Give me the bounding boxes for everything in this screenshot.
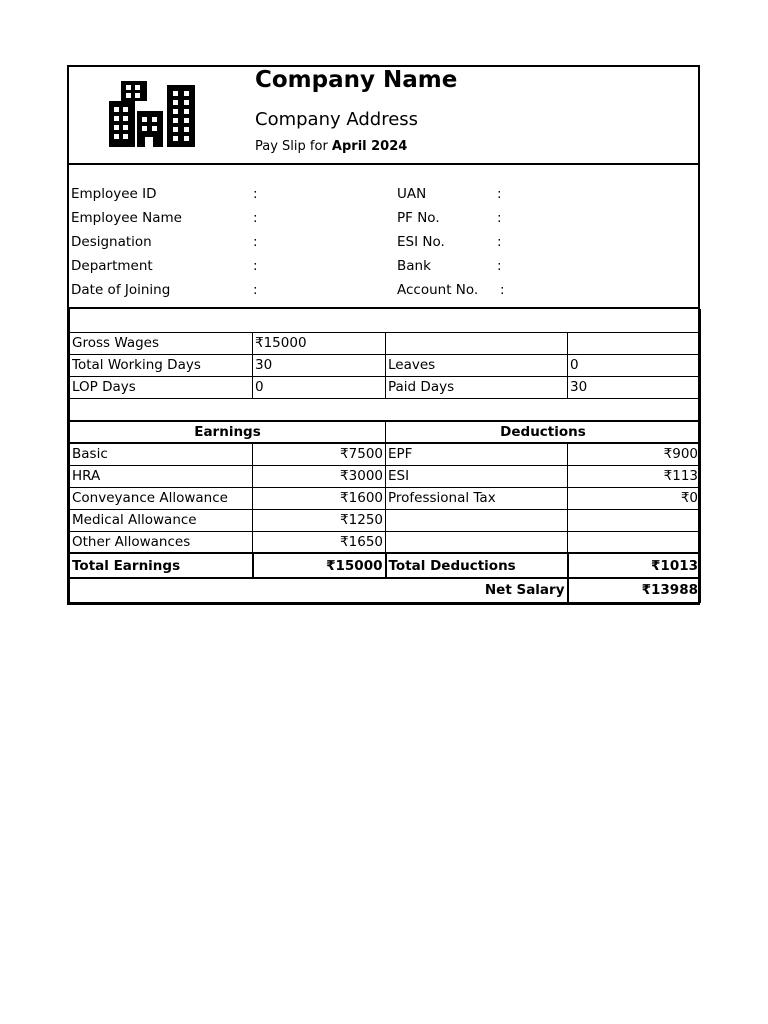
earning-amount: ₹1600: [253, 487, 386, 509]
spacer-cell: [70, 398, 701, 421]
employee-row: [69, 234, 698, 254]
table-row: [70, 332, 701, 354]
total-earnings-label: Total Earnings: [70, 553, 253, 578]
table-header: [70, 421, 701, 443]
salary-table: [69, 309, 701, 603]
separator: :: [253, 234, 258, 250]
table-row: [70, 509, 701, 531]
net-salary-label: Net Salary: [70, 578, 568, 602]
separator: :: [497, 210, 502, 226]
separator: :: [253, 258, 258, 274]
bank-label: Bank: [397, 258, 431, 274]
employee-id-label: Employee ID: [71, 186, 157, 202]
deduction-label: Professional Tax: [386, 487, 568, 509]
spacer-row: [70, 309, 701, 332]
employee-details: [69, 165, 698, 309]
separator: :: [497, 258, 502, 274]
deduction-label: EPF: [386, 443, 568, 465]
total-deductions-value: ₹1013: [568, 553, 701, 578]
earning-amount: ₹3000: [253, 465, 386, 487]
lop-days-value: 0: [253, 376, 386, 398]
leaves-label: Leaves: [386, 354, 568, 376]
deduction-amount: [568, 531, 701, 553]
paid-days-label: Paid Days: [386, 376, 568, 398]
pay-slip: [67, 65, 700, 605]
buildings-icon: [105, 77, 205, 153]
employee-name-label: Employee Name: [71, 210, 182, 226]
date-of-joining-label: Date of Joining: [71, 282, 171, 298]
net-salary-row: [70, 578, 701, 602]
deductions-header: Deductions: [386, 421, 701, 443]
separator: :: [497, 234, 502, 250]
total-deductions-label: Total Deductions: [386, 553, 568, 578]
deduction-label: [386, 509, 568, 531]
gross-wages-value: ₹15000: [253, 332, 386, 354]
earning-label: Basic: [70, 443, 253, 465]
table-row: [70, 465, 701, 487]
employee-row: [69, 282, 698, 302]
employee-row: [69, 210, 698, 230]
totals-row: [70, 553, 701, 578]
payslip-period-line: [255, 139, 407, 154]
empty-cell: [568, 332, 701, 354]
empty-cell: [386, 332, 568, 354]
earning-amount: ₹1250: [253, 509, 386, 531]
company-name: Company Name: [255, 67, 458, 93]
designation-label: Designation: [71, 234, 152, 250]
earning-amount: ₹7500: [253, 443, 386, 465]
table-row: [70, 354, 701, 376]
department-label: Department: [71, 258, 153, 274]
uan-label: UAN: [397, 186, 427, 202]
working-days-value: 30: [253, 354, 386, 376]
earning-label: Conveyance Allowance: [70, 487, 253, 509]
table-row: [70, 376, 701, 398]
separator: :: [253, 210, 258, 226]
deduction-amount: ₹900: [568, 443, 701, 465]
deduction-amount: [568, 509, 701, 531]
company-address: Company Address: [255, 109, 419, 130]
leaves-value: 0: [568, 354, 701, 376]
table-row: [70, 443, 701, 465]
net-salary-value: ₹13988: [568, 578, 701, 602]
deduction-amount: ₹113: [568, 465, 701, 487]
earning-label: Medical Allowance: [70, 509, 253, 531]
deduction-label: ESI: [386, 465, 568, 487]
separator: :: [253, 186, 258, 202]
gross-wages-label: Gross Wages: [70, 332, 253, 354]
deduction-label: [386, 531, 568, 553]
esi-no-label: ESI No.: [397, 234, 445, 250]
employee-row: [69, 186, 698, 206]
table-row: [70, 487, 701, 509]
earning-label: HRA: [70, 465, 253, 487]
lop-days-label: LOP Days: [70, 376, 253, 398]
deduction-amount: ₹0: [568, 487, 701, 509]
earning-label: Other Allowances: [70, 531, 253, 553]
table-row: [70, 531, 701, 553]
paid-days-value: 30: [568, 376, 701, 398]
earning-amount: ₹1650: [253, 531, 386, 553]
working-days-label: Total Working Days: [70, 354, 253, 376]
account-no-label: Account No.: [397, 282, 479, 298]
earnings-header: Earnings: [70, 421, 386, 443]
spacer-cell: [70, 309, 701, 332]
payslip-period: April 2024: [331, 139, 408, 154]
total-earnings-value: ₹15000: [253, 553, 386, 578]
separator: :: [500, 282, 505, 298]
separator: :: [497, 186, 502, 202]
payslip-prefix: Pay Slip for: [255, 139, 332, 154]
slip-header: [69, 67, 698, 165]
employee-row: [69, 258, 698, 278]
separator: :: [253, 282, 258, 298]
spacer-row: [70, 398, 701, 421]
pf-no-label: PF No.: [397, 210, 440, 226]
